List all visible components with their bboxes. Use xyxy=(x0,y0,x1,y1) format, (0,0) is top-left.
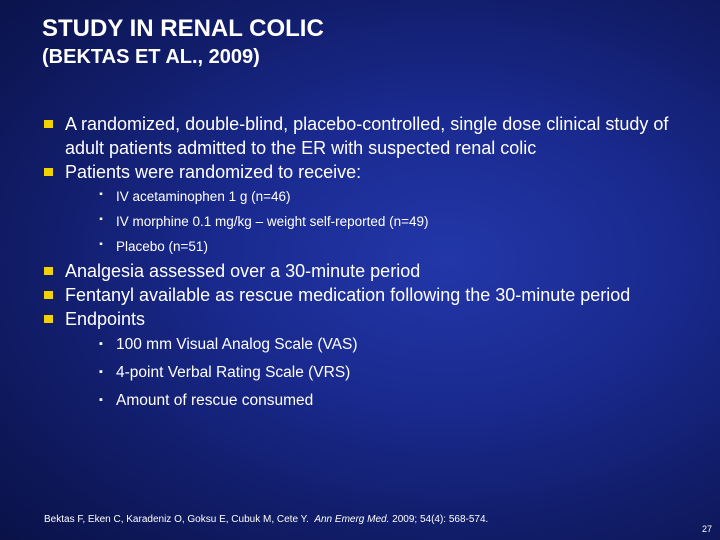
small-square-bullet-icon: ▪ xyxy=(99,189,103,200)
citation xyxy=(44,514,488,526)
arm-acetaminophen xyxy=(65,184,704,209)
citation-authors: Bektas F, Eken C, Karadeniz O, Goksu E, Cubuk M, Cete Y. xyxy=(44,514,309,525)
bullet-endpoints xyxy=(44,307,704,415)
bullet-fentanyl xyxy=(44,283,704,307)
slide-subtitle: (BEKTAS ET AL., 2009) xyxy=(42,46,260,68)
sub-bullet-text: 4-point Verbal Rating Scale (VRS) xyxy=(116,364,351,381)
sub-bullet-text: Placebo (n=51) xyxy=(116,239,208,254)
arm-morphine xyxy=(65,209,704,234)
bullet-analgesia xyxy=(44,259,704,283)
page-number: 27 xyxy=(701,524,712,534)
slide-title: STUDY IN RENAL COLIC xyxy=(42,15,324,42)
bullet-study-design xyxy=(44,112,704,160)
bullet-text: Patients were randomized to receive: xyxy=(65,162,362,182)
square-bullet-icon xyxy=(44,267,53,275)
small-square-bullet-icon: ▪ xyxy=(99,394,103,406)
sub-bullet-text: IV acetaminophen 1 g (n=46) xyxy=(116,189,291,204)
small-square-bullet-icon: ▪ xyxy=(99,338,103,350)
bullet-randomization xyxy=(44,160,704,259)
randomized-arms-list xyxy=(65,184,704,259)
sub-bullet-text: 100 mm Visual Analog Scale (VAS) xyxy=(116,336,358,353)
bullet-text: Endpoints xyxy=(65,309,146,329)
citation-journal: Ann Emerg Med. xyxy=(314,514,390,525)
endpoint-rescue xyxy=(65,387,704,415)
bullet-list xyxy=(44,112,704,415)
bullet-text: Fentanyl available as rescue medication following the 30-minute period xyxy=(65,285,631,305)
citation-details: 2009; 54(4): 568-574. xyxy=(392,514,489,525)
title-block xyxy=(42,14,700,70)
endpoint-vas xyxy=(65,331,704,359)
small-square-bullet-icon: ▪ xyxy=(99,366,103,378)
small-square-bullet-icon: ▪ xyxy=(99,214,103,225)
sub-bullet-text: IV morphine 0.1 mg/kg – weight self-reported (n=49) xyxy=(116,214,429,229)
square-bullet-icon xyxy=(44,315,53,323)
sub-bullet-text: Amount of rescue consumed xyxy=(116,392,314,409)
square-bullet-icon xyxy=(44,120,53,128)
endpoints-list xyxy=(65,331,704,415)
square-bullet-icon xyxy=(44,291,53,299)
arm-placebo xyxy=(65,234,704,259)
small-square-bullet-icon: ▪ xyxy=(99,239,103,250)
endpoint-vrs xyxy=(65,359,704,387)
bullet-text: Analgesia assessed over a 30-minute period xyxy=(65,261,421,281)
square-bullet-icon xyxy=(44,168,53,176)
bullet-text: A randomized, double-blind, placebo-controlled, single dose clinical study of adult patients admitted to the ER with suspected renal colic xyxy=(65,114,669,158)
